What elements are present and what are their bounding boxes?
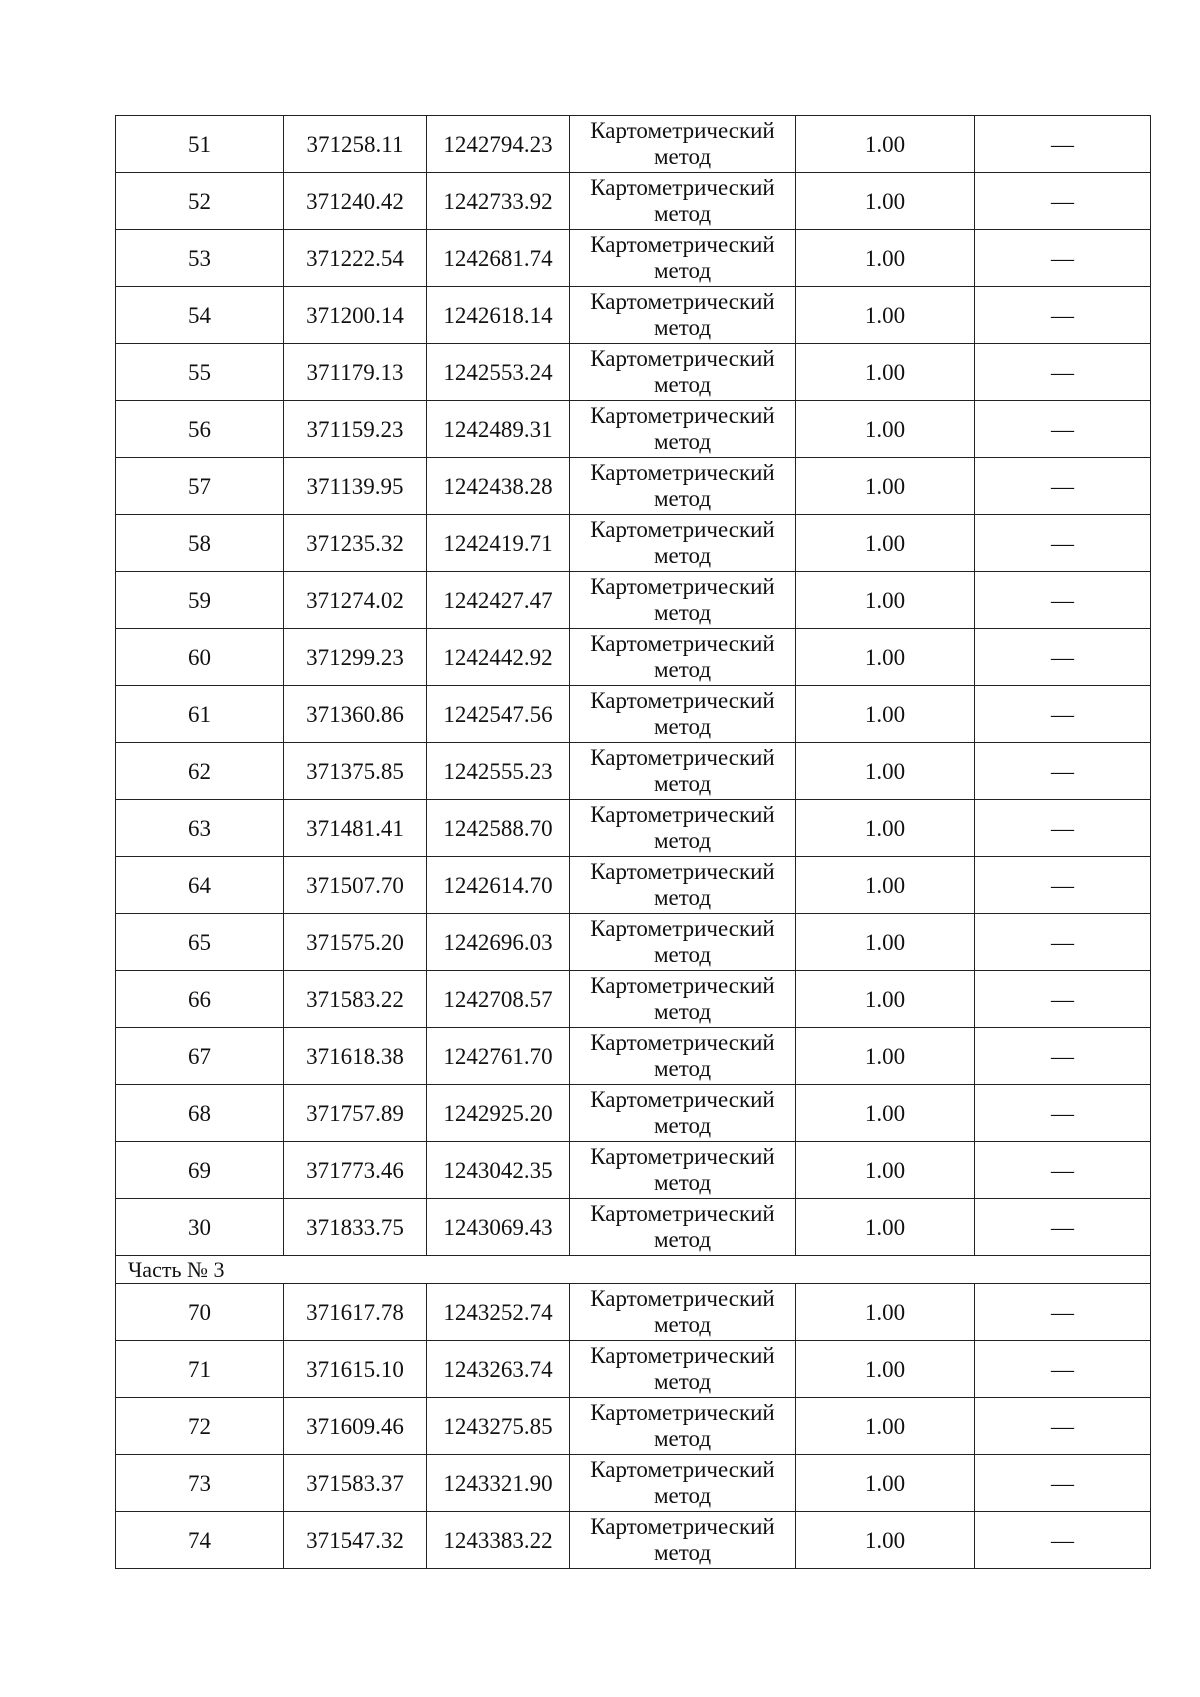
table-row	[116, 743, 1151, 800]
note-cell: —	[975, 1455, 1151, 1512]
x-coordinate-cell: 371360.86	[284, 686, 427, 743]
section-label: Часть № 3	[116, 1256, 1151, 1284]
note-cell: —	[975, 1341, 1151, 1398]
note-cell: —	[975, 1142, 1151, 1199]
point-number-cell: 71	[116, 1341, 284, 1398]
point-number-cell: 55	[116, 344, 284, 401]
method-cell: Картометрический метод	[570, 458, 796, 515]
note-cell: —	[975, 800, 1151, 857]
x-coordinate-cell: 371773.46	[284, 1142, 427, 1199]
y-coordinate-cell: 1242925.20	[427, 1085, 570, 1142]
x-coordinate-cell: 371833.75	[284, 1199, 427, 1256]
accuracy-cell: 1.00	[796, 572, 975, 629]
point-number-cell: 52	[116, 173, 284, 230]
table-row	[116, 800, 1151, 857]
y-coordinate-cell: 1243383.22	[427, 1512, 570, 1569]
accuracy-cell: 1.00	[796, 1142, 975, 1199]
point-number-cell: 63	[116, 800, 284, 857]
method-cell: Картометрический метод	[570, 743, 796, 800]
x-coordinate-cell: 371583.22	[284, 971, 427, 1028]
method-cell: Картометрический метод	[570, 116, 796, 173]
y-coordinate-cell: 1243042.35	[427, 1142, 570, 1199]
method-cell: Картометрический метод	[570, 971, 796, 1028]
accuracy-cell: 1.00	[796, 857, 975, 914]
table-row	[116, 629, 1151, 686]
y-coordinate-cell: 1243275.85	[427, 1398, 570, 1455]
x-coordinate-cell: 371240.42	[284, 173, 427, 230]
y-coordinate-cell: 1242442.92	[427, 629, 570, 686]
note-cell: —	[975, 287, 1151, 344]
x-coordinate-cell: 371222.54	[284, 230, 427, 287]
accuracy-cell: 1.00	[796, 116, 975, 173]
point-number-cell: 54	[116, 287, 284, 344]
point-number-cell: 69	[116, 1142, 284, 1199]
method-cell: Картометрический метод	[570, 1398, 796, 1455]
y-coordinate-cell: 1242555.23	[427, 743, 570, 800]
accuracy-cell: 1.00	[796, 1028, 975, 1085]
point-number-cell: 67	[116, 1028, 284, 1085]
point-number-cell: 30	[116, 1199, 284, 1256]
note-cell: —	[975, 857, 1151, 914]
table-row	[116, 1028, 1151, 1085]
table-row	[116, 401, 1151, 458]
note-cell: —	[975, 401, 1151, 458]
point-number-cell: 74	[116, 1512, 284, 1569]
x-coordinate-cell: 371235.32	[284, 515, 427, 572]
point-number-cell: 60	[116, 629, 284, 686]
x-coordinate-cell: 371609.46	[284, 1398, 427, 1455]
y-coordinate-cell: 1243321.90	[427, 1455, 570, 1512]
method-cell: Картометрический метод	[570, 230, 796, 287]
note-cell: —	[975, 629, 1151, 686]
table-row	[116, 230, 1151, 287]
accuracy-cell: 1.00	[796, 686, 975, 743]
table-row	[116, 515, 1151, 572]
accuracy-cell: 1.00	[796, 1341, 975, 1398]
table-row	[116, 914, 1151, 971]
accuracy-cell: 1.00	[796, 1512, 975, 1569]
y-coordinate-cell: 1242618.14	[427, 287, 570, 344]
y-coordinate-cell: 1243069.43	[427, 1199, 570, 1256]
method-cell: Картометрический метод	[570, 1085, 796, 1142]
table-row	[116, 1341, 1151, 1398]
section-row	[116, 1256, 1151, 1284]
method-cell: Картометрический метод	[570, 686, 796, 743]
method-cell: Картометрический метод	[570, 173, 796, 230]
x-coordinate-cell: 371179.13	[284, 344, 427, 401]
note-cell: —	[975, 1512, 1151, 1569]
point-number-cell: 65	[116, 914, 284, 971]
method-cell: Картометрический метод	[570, 287, 796, 344]
table-row	[116, 344, 1151, 401]
table-row	[116, 1455, 1151, 1512]
point-number-cell: 62	[116, 743, 284, 800]
x-coordinate-cell: 371139.95	[284, 458, 427, 515]
accuracy-cell: 1.00	[796, 971, 975, 1028]
point-number-cell: 53	[116, 230, 284, 287]
table-row	[116, 1199, 1151, 1256]
accuracy-cell: 1.00	[796, 458, 975, 515]
accuracy-cell: 1.00	[796, 1199, 975, 1256]
note-cell: —	[975, 743, 1151, 800]
method-cell: Картометрический метод	[570, 1142, 796, 1199]
point-number-cell: 70	[116, 1284, 284, 1341]
note-cell: —	[975, 1085, 1151, 1142]
method-cell: Картометрический метод	[570, 857, 796, 914]
method-cell: Картометрический метод	[570, 572, 796, 629]
accuracy-cell: 1.00	[796, 230, 975, 287]
x-coordinate-cell: 371258.11	[284, 116, 427, 173]
x-coordinate-cell: 371618.38	[284, 1028, 427, 1085]
method-cell: Картометрический метод	[570, 800, 796, 857]
accuracy-cell: 1.00	[796, 173, 975, 230]
table-row	[116, 1284, 1151, 1341]
note-cell: —	[975, 971, 1151, 1028]
y-coordinate-cell: 1242794.23	[427, 116, 570, 173]
y-coordinate-cell: 1242489.31	[427, 401, 570, 458]
y-coordinate-cell: 1242761.70	[427, 1028, 570, 1085]
method-cell: Картометрический метод	[570, 1028, 796, 1085]
y-coordinate-cell: 1242438.28	[427, 458, 570, 515]
note-cell: —	[975, 1284, 1151, 1341]
note-cell: —	[975, 116, 1151, 173]
method-cell: Картометрический метод	[570, 401, 796, 458]
table-row	[116, 686, 1151, 743]
x-coordinate-cell: 371757.89	[284, 1085, 427, 1142]
note-cell: —	[975, 173, 1151, 230]
accuracy-cell: 1.00	[796, 515, 975, 572]
table-body-part-3	[116, 1284, 1151, 1569]
x-coordinate-cell: 371615.10	[284, 1341, 427, 1398]
point-number-cell: 68	[116, 1085, 284, 1142]
table-row	[116, 287, 1151, 344]
table-row	[116, 173, 1151, 230]
method-cell: Картометрический метод	[570, 344, 796, 401]
point-number-cell: 64	[116, 857, 284, 914]
accuracy-cell: 1.00	[796, 629, 975, 686]
point-number-cell: 73	[116, 1455, 284, 1512]
table-row	[116, 1398, 1151, 1455]
method-cell: Картометрический метод	[570, 1341, 796, 1398]
x-coordinate-cell: 371547.32	[284, 1512, 427, 1569]
x-coordinate-cell: 371583.37	[284, 1455, 427, 1512]
y-coordinate-cell: 1242708.57	[427, 971, 570, 1028]
method-cell: Картометрический метод	[570, 1199, 796, 1256]
accuracy-cell: 1.00	[796, 743, 975, 800]
point-number-cell: 56	[116, 401, 284, 458]
method-cell: Картометрический метод	[570, 1284, 796, 1341]
table-row	[116, 971, 1151, 1028]
x-coordinate-cell: 371617.78	[284, 1284, 427, 1341]
accuracy-cell: 1.00	[796, 1398, 975, 1455]
table-row	[116, 1085, 1151, 1142]
point-number-cell: 66	[116, 971, 284, 1028]
x-coordinate-cell: 371274.02	[284, 572, 427, 629]
accuracy-cell: 1.00	[796, 914, 975, 971]
note-cell: —	[975, 572, 1151, 629]
method-cell: Картометрический метод	[570, 1512, 796, 1569]
note-cell: —	[975, 515, 1151, 572]
x-coordinate-cell: 371299.23	[284, 629, 427, 686]
y-coordinate-cell: 1242696.03	[427, 914, 570, 971]
y-coordinate-cell: 1243252.74	[427, 1284, 570, 1341]
point-number-cell: 58	[116, 515, 284, 572]
y-coordinate-cell: 1243263.74	[427, 1341, 570, 1398]
x-coordinate-cell: 371507.70	[284, 857, 427, 914]
note-cell: —	[975, 458, 1151, 515]
note-cell: —	[975, 686, 1151, 743]
table-row	[116, 1142, 1151, 1199]
table-row	[116, 116, 1151, 173]
note-cell: —	[975, 1199, 1151, 1256]
y-coordinate-cell: 1242681.74	[427, 230, 570, 287]
table-row	[116, 572, 1151, 629]
method-cell: Картометрический метод	[570, 515, 796, 572]
note-cell: —	[975, 344, 1151, 401]
table-row	[116, 458, 1151, 515]
accuracy-cell: 1.00	[796, 1455, 975, 1512]
x-coordinate-cell: 371481.41	[284, 800, 427, 857]
section-part-3	[116, 1256, 1151, 1284]
point-number-cell: 57	[116, 458, 284, 515]
table-body-part-2	[116, 116, 1151, 1256]
note-cell: —	[975, 230, 1151, 287]
y-coordinate-cell: 1242427.47	[427, 572, 570, 629]
accuracy-cell: 1.00	[796, 287, 975, 344]
method-cell: Картометрический метод	[570, 629, 796, 686]
note-cell: —	[975, 1398, 1151, 1455]
point-number-cell: 72	[116, 1398, 284, 1455]
point-number-cell: 51	[116, 116, 284, 173]
accuracy-cell: 1.00	[796, 1085, 975, 1142]
method-cell: Картометрический метод	[570, 914, 796, 971]
y-coordinate-cell: 1242547.56	[427, 686, 570, 743]
accuracy-cell: 1.00	[796, 800, 975, 857]
accuracy-cell: 1.00	[796, 344, 975, 401]
x-coordinate-cell: 371200.14	[284, 287, 427, 344]
y-coordinate-cell: 1242614.70	[427, 857, 570, 914]
coordinates-table	[115, 115, 1151, 1569]
y-coordinate-cell: 1242588.70	[427, 800, 570, 857]
x-coordinate-cell: 371375.85	[284, 743, 427, 800]
x-coordinate-cell: 371159.23	[284, 401, 427, 458]
table-row	[116, 857, 1151, 914]
point-number-cell: 61	[116, 686, 284, 743]
method-cell: Картометрический метод	[570, 1455, 796, 1512]
note-cell: —	[975, 914, 1151, 971]
y-coordinate-cell: 1242553.24	[427, 344, 570, 401]
accuracy-cell: 1.00	[796, 1284, 975, 1341]
note-cell: —	[975, 1028, 1151, 1085]
y-coordinate-cell: 1242419.71	[427, 515, 570, 572]
x-coordinate-cell: 371575.20	[284, 914, 427, 971]
point-number-cell: 59	[116, 572, 284, 629]
y-coordinate-cell: 1242733.92	[427, 173, 570, 230]
accuracy-cell: 1.00	[796, 401, 975, 458]
table-row	[116, 1512, 1151, 1569]
